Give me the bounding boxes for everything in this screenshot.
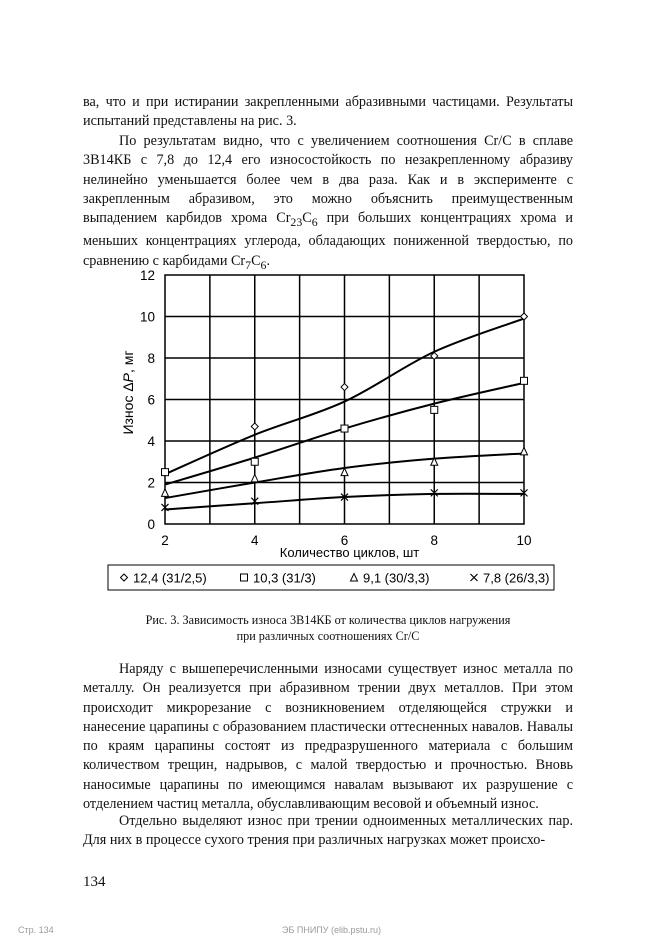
paragraph-2-text-c: при больших концентрациях хрома и меньших концентрациях углерода, обладающих пониженной твердостью, по сравнению с карбидами Cr [83, 210, 573, 269]
y-axis-label-unit: , мг [120, 350, 136, 373]
data-point-series-2 [431, 406, 438, 413]
y-tick-label: 12 [139, 268, 155, 283]
data-point-series-2 [162, 469, 169, 476]
x-axis-label: Количество циклов, шт [279, 545, 420, 560]
paragraph-1: ва, что и при истирании закрепленными абразивными частицами. Результаты испытаний представлены на рис. 3. [83, 94, 573, 130]
legend-label-series-3: 9,1 (30/3,3) [363, 570, 430, 586]
x-tick-label: 4 [250, 533, 259, 548]
paragraph-2-text-d: C [251, 252, 261, 269]
legend-label-series-1: 12,4 (31/2,5) [133, 570, 207, 586]
paragraph-3: Наряду с вышеперечисленными износами существует износ металла по металлу. Он реализуется при абразивном трении двух металлов. При этом происходит микрорезание с возникновением отделяющейся стружки и нанесение царапины с образованием пластически оттесненных навалов. Навалы по краям царапины состоят из предразрушенного материала с большим количеством трещин, надрывов, с малой твердостью и прочностью. Вновь наносимые царапины по имеющимся навалам вызывают их разрушение с отделением частиц металла, обуславливающим весовой и объемный износ. [83, 661, 573, 813]
legend-marker-series-2 [241, 574, 248, 581]
y-tick-label: 4 [147, 434, 155, 449]
figure-caption [83, 612, 573, 644]
y-axis-label-prefix: Износ Δ [120, 382, 136, 435]
caption-line-2: при различных соотношениях Cr/C [236, 629, 420, 643]
paragraph-4: Отдельно выделяют износ при трении одноименных металлических пар. Для них в процессе сухого трения при различных нагрузках может происхо- [83, 813, 573, 849]
x-tick-label: 6 [340, 533, 349, 548]
subscript: 7 [245, 257, 252, 272]
page-number: 134 [83, 874, 106, 890]
y-tick-label: 2 [147, 475, 155, 491]
paragraph-2-text-a: По результатам видно, что с увеличением соотношения Cr/C в сплаве 3В14КБ с 7,8 до 12,4 его износостойкость по незакрепленному абразиву нелинейно уменьшается более чем в два раза. Как и в эксперименте с закрепленным абразивом, это можно объяснить преимущественным выпадением карбидов хрома Cr [83, 133, 573, 227]
data-point-series-2 [521, 377, 528, 384]
y-axis-label [120, 350, 136, 434]
legend-label-series-4: 7,8 (26/3,3) [483, 570, 550, 586]
x-tick-label: 8 [430, 533, 439, 548]
legend-label-series-2: 10,3 (31/3) [253, 570, 316, 586]
y-tick-label: 10 [139, 309, 155, 325]
data-point-series-2 [251, 458, 258, 465]
y-tick-label: 8 [147, 351, 155, 366]
caption-line-1: Рис. 3. Зависимость износа 3В14КБ от количества циклов нагружения [145, 613, 511, 627]
x-tick-label: 10 [516, 533, 532, 548]
subscript: 6 [311, 215, 318, 230]
subscript: 6 [260, 257, 267, 272]
footer-library-label: ЭБ ПНИПУ (elib.pstu.ru) [281, 925, 382, 935]
paragraph-2-text-b: C [302, 210, 312, 227]
data-point-series-2 [341, 425, 348, 432]
y-tick-label: 6 [147, 392, 155, 408]
paragraph-2-text-e: . [266, 252, 271, 269]
x-tick-label: 2 [161, 533, 169, 548]
y-axis-label-variable: P [120, 372, 136, 383]
subscript: 23 [290, 215, 303, 230]
footer-page-label: Стр. 134 [18, 925, 54, 935]
y-tick-label: 0 [147, 517, 155, 532]
